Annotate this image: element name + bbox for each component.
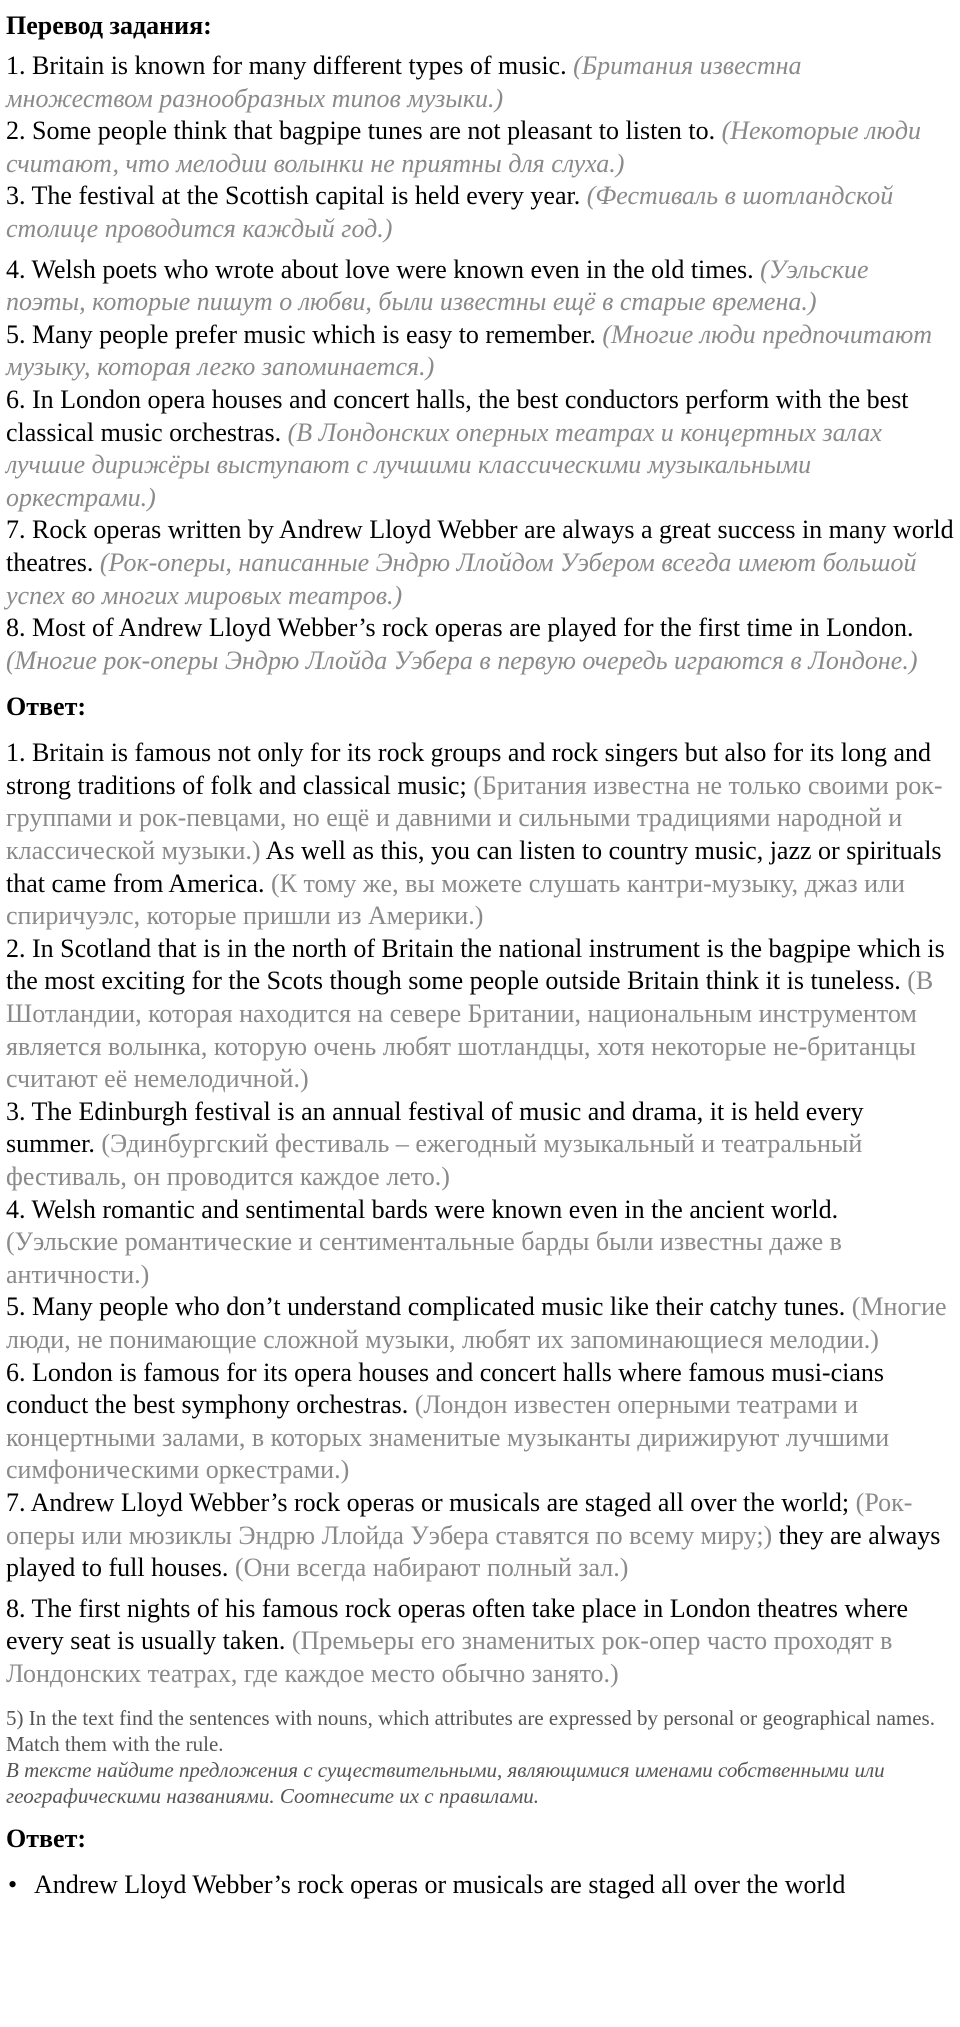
bullet-item: • Andrew Lloyd Webber’s rock operas or musicals are staged all over the world — [6, 1869, 954, 1901]
translation-item-2: 2. Some people think that bagpipe tunes are not pleasant to listen to. (Некоторые люди считают, что мелодии волынки не приятны для слуха.) — [6, 116, 921, 178]
task-5-instruction-en: 5) In the text find the sentences with nouns, which attributes are expressed by personal or geographical names. Match them with the rule. — [6, 1705, 935, 1756]
task-5-instruction-ru: В тексте найдите предложения с существительными, являющимися именами собственными или географическими названиями. Соотнесите их с правилами. — [6, 1757, 885, 1808]
translation-item-8: 8. Most of Andrew Lloyd Webber’s rock operas are played for the first time in London. (Многие рок-оперы Эндрю Ллойда Уэбера в первую очередь играются в Лондоне.) — [6, 613, 918, 675]
answer-item-6: 6. London is famous for its opera houses and concert halls where famous musi-cians conduct the best symphony orchestras. (Лондон известен оперными театрами и концертными залами, в которых знаменитые музыканты дирижируют лучшими симфоническими оркестрами.) — [6, 1357, 890, 1485]
answer-item-7: 7. Andrew Lloyd Webber’s rock operas or musicals are staged all over the world; (Рок-оперы или мюзиклы Эндрю Ллойда Уэбера ставятся по всему миру;) they are always played to full houses. (Они всегда набирают полный зал.) — [6, 1487, 941, 1583]
answer-item-5: 5. Many people who don’t understand complicated music like their catchy tunes. (Многие люди, не понимающие сложной музыки, любят их запоминающиеся мелодии.) — [6, 1292, 947, 1354]
translation-list — [6, 50, 954, 677]
answer-item-3: 3. The Edinburgh festival is an annual festival of music and drama, it is held every summer. (Эдинбургский фестиваль – ежегодный музыкальный и театральный фестиваль, он проводится каждое лето.) — [6, 1096, 864, 1191]
answer-bullets — [6, 1869, 954, 1901]
answer-item-2: 2. In Scotland that is in the north of Britain the national instrument is the bagpipe which is the most exciting for the Scots though some people outside Britain think it is tuneless. (В Шотландии, которая находится на севере Британии, национальным инструментом является волынка, которую очень любят шотландцы, хотя некоторые не-британцы считают её немелодичной.) — [6, 933, 945, 1094]
section-heading-answer: Ответ: — [6, 692, 87, 722]
translation-item-5: 5. Many people prefer music which is easy to remember. (Многие люди предпочитают музыку, которая легко запоминается.) — [6, 319, 933, 382]
answer-item-8: 8. The first nights of his famous rock operas often take place in London theatres where every seat is usually taken. (Премьеры его знаменитых рок-опер часто проходят в Лондонских театрах, где каждое место обычно занято.) — [6, 1593, 909, 1688]
section-heading-answer-2: Ответ: — [6, 1823, 87, 1853]
translation-item-1: 1. Britain is known for many different types of music. (Британия известна множеством разнообразных типов музыки.) — [6, 51, 802, 113]
section-heading-translation: Перевод задания: — [6, 11, 212, 40]
translation-item-7: 7. Rock operas written by Andrew Lloyd Webber are always a great success in many world theatres. (Рок-оперы, написанные Эндрю Ллойдом Уэбером всегда имеют большой успех во многих мировых театров.) — [6, 515, 954, 610]
translation-item-3: 3. The festival at the Scottish capital is held every year. (Фестиваль в шотландской столице проводится каждый год.) — [6, 181, 894, 243]
answer-item-1: 1. Britain is famous not only for its rock groups and rock singers but also for its long and strong traditions of folk and classical music; (Британия известна не только своими рок-группами и рок-певцами, но ещё и давними и сильными традициями народной и классической музыки.) As well as this, you can listen to country music, jazz or spirituals that came from America. (К тому же, вы можете слушать кантри-музыку, джаз или спиричуэлс, которые пришли из Америки.) — [6, 738, 943, 931]
answer-list — [6, 737, 954, 1690]
translation-item-4: 4. Welsh poets who wrote about love were known even in the old times. (Уэльские поэты, которые пишут о любви, были известны ещё в старые времена.) — [6, 254, 869, 317]
translation-item-6: 6. In London opera houses and concert halls, the best conductors perform with the best classical music orchestras. (В Лондонских оперных театрах и концертных залах лучшие дирижёры выступают с лучшими классическими музыкальными оркестрами.) — [6, 384, 909, 512]
answer-item-4: 4. Welsh romantic and sentimental bards were known even in the ancient world. (Уэльские романтические и сентиментальные барды были известны даже в античности.) — [6, 1194, 842, 1289]
